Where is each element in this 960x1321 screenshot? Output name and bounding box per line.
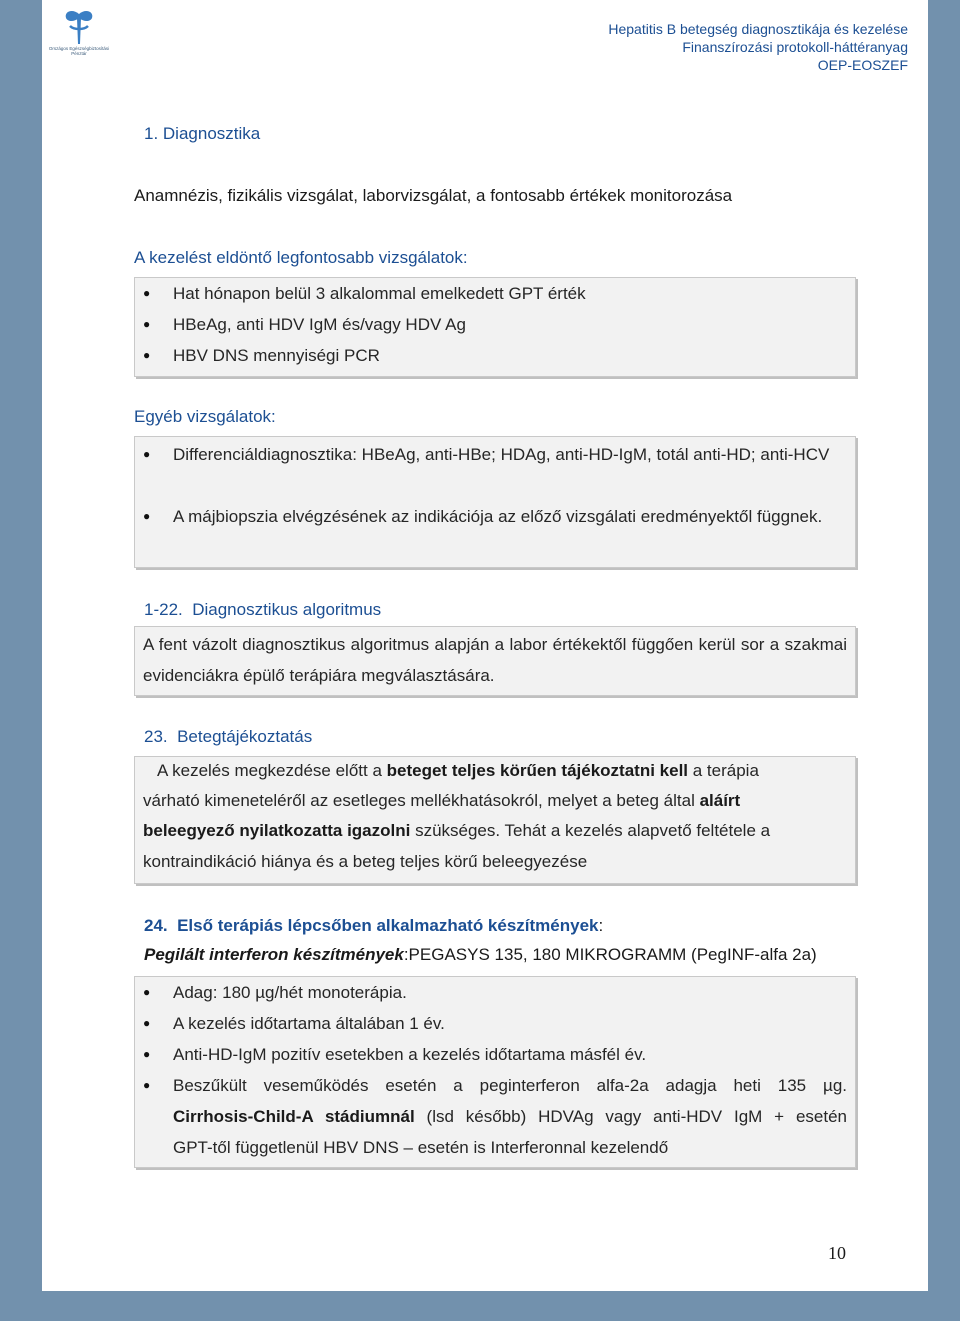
- section-24-number: 24.: [144, 916, 168, 935]
- text-run: szükséges. Tehát a kezelés alapvető feltétele a: [410, 821, 771, 840]
- text-run-bold: beleegyező nyilatkozatta igazolni: [143, 821, 411, 840]
- header-subtitle: Finanszírozási protokoll-háttéranyag: [682, 39, 908, 55]
- list-item: [143, 309, 847, 340]
- text-run: a terápia: [688, 761, 759, 780]
- list-item-text: Beszűkült veseműködés esetén a peginterferon alfa-2a adagja heti 135 µg.: [173, 1076, 847, 1095]
- list-item-text: HBeAg, anti HDV IgM és/vagy HDV Ag: [173, 315, 466, 334]
- text-run-bold: beteget teljes körűen tájékoztatni kell: [386, 761, 689, 780]
- other-tests-box: [134, 436, 856, 568]
- list-item: [143, 278, 847, 309]
- drug-label: Pegilált interferon készítmények: [144, 945, 404, 964]
- list-item-text: Adag: 180 µg/hét monoterápia.: [173, 983, 407, 1002]
- oep-logo: [42, 8, 116, 66]
- section-23-line3: [143, 816, 847, 846]
- text-run: (lsd később) HDVAg vagy anti-HDV IgM + esetén: [414, 1107, 847, 1126]
- bullet-icon: ●: [143, 1016, 151, 1030]
- text-run-bold: aláírt: [699, 791, 741, 810]
- intro-text: Anamnézis, fizikális vizsgálat, laborvizsgálat, a fontosabb értékek monitorozása: [134, 186, 733, 205]
- oep-logo-icon: [62, 8, 96, 46]
- list-item: [143, 977, 847, 1008]
- key-tests-box: [134, 277, 856, 377]
- list-item-text: A májbiopszia elvégzésének az indikációja az előző vizsgálati eredményektől függnek.: [173, 507, 823, 526]
- text-run-bold: Cirrhosis-Child-A stádiumnál: [173, 1107, 415, 1126]
- bullet-icon: ●: [143, 447, 151, 461]
- document-page: [42, 0, 928, 1291]
- list-item-text: A kezelés időtartama általában 1 év.: [173, 1014, 445, 1033]
- section-22-text: A fent vázolt diagnosztikus algoritmus alapján a labor értékektől függően kerül sor a szakmai evidenciákra épülő terápiára megválasztására.: [143, 635, 847, 685]
- drug-line: [144, 945, 817, 965]
- section-23-box: [134, 756, 856, 884]
- logo-text-line2: Pénztár: [71, 51, 87, 56]
- drug-text: :PEGASYS 135, 180 MIKROGRAMM (PegINF-alfa 2a): [403, 945, 817, 964]
- section-22-box: [134, 626, 856, 696]
- bullet-icon: ●: [143, 1047, 151, 1061]
- list-item-text: HBV DNS mennyiségi PCR: [173, 346, 380, 365]
- bullet-icon: ●: [143, 317, 151, 331]
- list-item: [143, 1070, 847, 1101]
- section-23-line1: [157, 756, 847, 786]
- document-header: [608, 20, 908, 74]
- section-23-heading: Betegtájékoztatás: [177, 727, 313, 746]
- header-org: OEP-EOSZEF: [817, 57, 908, 73]
- list-item: [143, 340, 847, 371]
- text-run: A kezelés megkezdése előtt a: [157, 761, 387, 780]
- list-item: [143, 1039, 847, 1070]
- section-24-heading: Első terápiás lépcsőben alkalmazható készítmények: [177, 916, 599, 935]
- header-title: Hepatitis B betegség diagnosztikája és kezelése: [608, 21, 908, 37]
- section-1-title: 1. Diagnosztika: [144, 124, 261, 143]
- bullet-icon: ●: [143, 1078, 151, 1092]
- list-item: [143, 501, 847, 532]
- section-24-colon: :: [598, 916, 604, 935]
- list-item: [143, 439, 847, 470]
- bullet-icon: ●: [143, 286, 151, 300]
- bullet-icon: ●: [143, 985, 151, 999]
- section-22-heading: Diagnosztikus algoritmus: [192, 600, 382, 619]
- text-run: várható kimeneteléről az esetleges mellékhatásokról, melyet a beteg által: [143, 791, 700, 810]
- section-23-line4: kontraindikáció hiánya és a beteg teljes körű beleegyezése: [143, 852, 588, 871]
- list-item-text: Differenciáldiagnosztika: HBeAg, anti-HBe; HDAg, anti-HD-IgM, totál anti-HD; anti-HCV: [173, 445, 830, 464]
- list-item-text: Hat hónapon belül 3 alkalommal emelkedett GPT érték: [173, 284, 586, 303]
- section-23-title: [144, 727, 312, 747]
- section-23-number: 23.: [144, 727, 168, 746]
- list-item-continuation: [173, 1101, 847, 1132]
- key-tests-heading: A kezelést eldöntő legfontosabb vizsgálatok:: [134, 248, 468, 267]
- bullet-icon: ●: [143, 509, 151, 523]
- bullet-icon: ●: [143, 348, 151, 362]
- section-24-title: [144, 916, 603, 936]
- section-24-box: [134, 976, 856, 1168]
- list-item: [143, 1008, 847, 1039]
- list-item-text: Anti-HD-IgM pozitív esetekben a kezelés időtartama másfél év.: [173, 1045, 647, 1064]
- section-22-number: 1-22.: [144, 600, 183, 619]
- logo-text: [42, 46, 116, 56]
- other-tests-heading: Egyéb vizsgálatok:: [134, 407, 276, 426]
- section-23-line2: [143, 786, 847, 816]
- page-number: 10: [828, 1243, 846, 1263]
- list-item-continuation: GPT-től függetlenül HBV DNS – esetén is Interferonnal kezelendő: [173, 1138, 669, 1157]
- logo-text-line1: Országos Egészségbiztosítási: [48, 46, 110, 51]
- section-22-title: [144, 600, 381, 620]
